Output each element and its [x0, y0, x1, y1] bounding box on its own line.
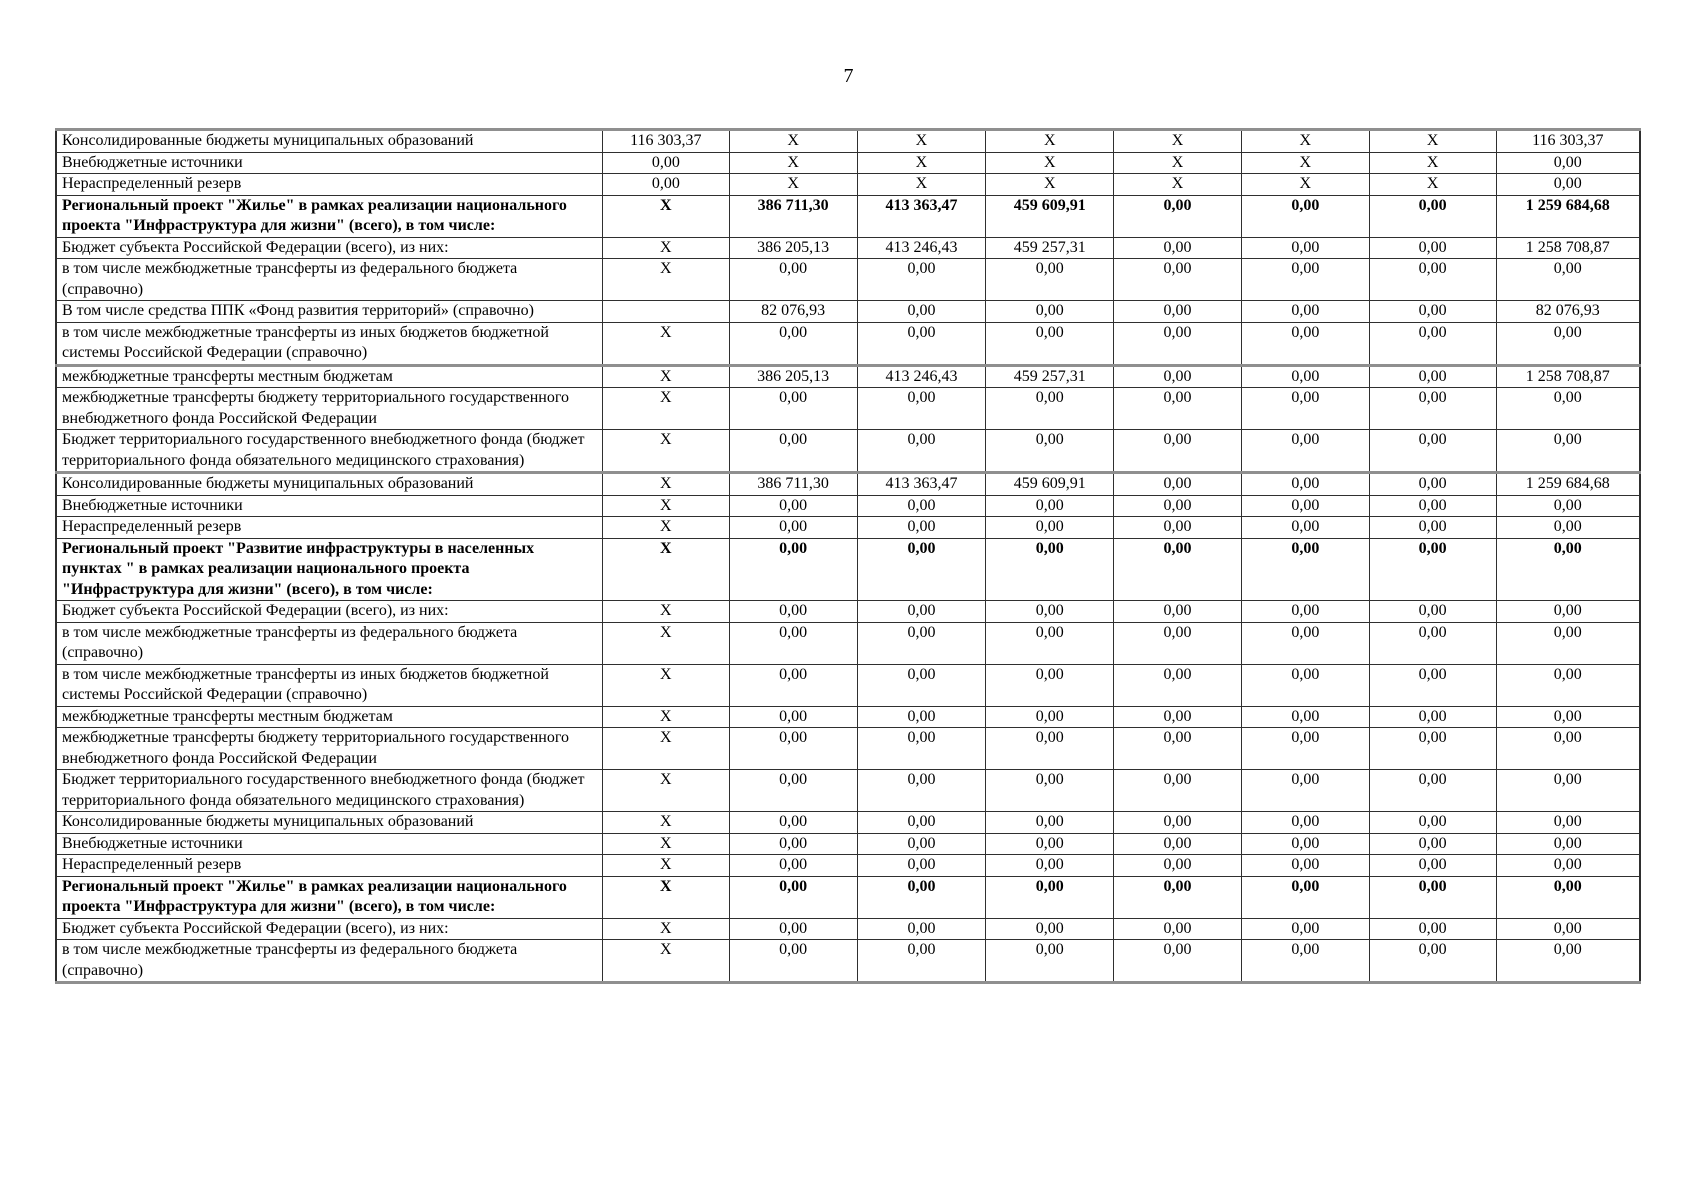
value-cell: 0,00 [729, 706, 857, 728]
value-cell: 0,00 [729, 495, 857, 517]
value-cell [602, 301, 729, 323]
row-label: Консолидированные бюджеты муниципальных образований [56, 130, 602, 153]
value-cell: 0,00 [986, 495, 1114, 517]
value-cell: 0,00 [1241, 940, 1369, 983]
value-cell: 0,00 [1114, 770, 1242, 812]
value-cell: 0,00 [729, 940, 857, 983]
value-cell: Х [729, 130, 857, 153]
value-cell: 0,00 [1496, 855, 1640, 877]
value-cell: 0,00 [1241, 538, 1369, 601]
value-cell: 0,00 [1496, 259, 1640, 301]
value-cell: Х [1369, 152, 1496, 174]
value-cell: 0,00 [1496, 918, 1640, 940]
value-cell: 0,00 [1496, 876, 1640, 918]
value-cell: 0,00 [857, 855, 986, 877]
value-cell: 0,00 [1496, 538, 1640, 601]
value-cell: 0,00 [1496, 833, 1640, 855]
value-cell: 0,00 [1369, 430, 1496, 473]
value-cell: 0,00 [729, 876, 857, 918]
value-cell: 0,00 [1496, 622, 1640, 664]
value-cell: 0,00 [986, 430, 1114, 473]
row-label: Внебюджетные источники [56, 152, 602, 174]
row-label: Нераспределенный резерв [56, 517, 602, 539]
value-cell: 0,00 [1369, 365, 1496, 388]
table-row [56, 706, 1640, 728]
value-cell: Х [729, 152, 857, 174]
value-cell: 0,00 [1496, 812, 1640, 834]
table-row [56, 365, 1640, 388]
table-row [56, 517, 1640, 539]
row-label: в том числе межбюджетные трансферты из иных бюджетов бюджетной системы Российской Федерации (справочно) [56, 322, 602, 365]
value-cell: 0,00 [1241, 918, 1369, 940]
value-cell: 0,00 [1241, 706, 1369, 728]
value-cell: 0,00 [986, 322, 1114, 365]
value-cell: Х [1241, 174, 1369, 196]
table-row [56, 174, 1640, 196]
value-cell: 0,00 [1496, 152, 1640, 174]
value-cell: Х [602, 855, 729, 877]
value-cell: Х [602, 664, 729, 706]
value-cell: 0,00 [1241, 833, 1369, 855]
value-cell: Х [602, 538, 729, 601]
value-cell: 0,00 [1241, 876, 1369, 918]
value-cell: 386 711,30 [729, 195, 857, 237]
value-cell: 0,00 [986, 538, 1114, 601]
value-cell: 0,00 [1241, 728, 1369, 770]
value-cell: 0,00 [986, 301, 1114, 323]
value-cell: 0,00 [857, 388, 986, 430]
value-cell: 0,00 [1241, 237, 1369, 259]
value-cell: 1 258 708,87 [1496, 365, 1640, 388]
value-cell: 0,00 [1241, 473, 1369, 496]
value-cell: 0,00 [1369, 322, 1496, 365]
table-row [56, 301, 1640, 323]
value-cell: 0,00 [1241, 601, 1369, 623]
value-cell: 0,00 [1114, 301, 1242, 323]
table-row [56, 876, 1640, 918]
value-cell: 0,00 [1369, 940, 1496, 983]
value-cell: 0,00 [986, 876, 1114, 918]
table-row [56, 770, 1640, 812]
row-label: Бюджет территориального государственного внебюджетного фонда (бюджет территориального фонда обязательного медицинского страхования) [56, 770, 602, 812]
row-label: Бюджет субъекта Российской Федерации (всего), из них: [56, 918, 602, 940]
value-cell: 0,00 [729, 728, 857, 770]
value-cell: 0,00 [729, 833, 857, 855]
value-cell: 0,00 [1114, 918, 1242, 940]
table-row [56, 152, 1640, 174]
value-cell: 0,00 [986, 706, 1114, 728]
row-label: межбюджетные трансферты бюджету территориального государственного внебюджетного фонда Российской Федерации [56, 728, 602, 770]
value-cell: 0,00 [1496, 601, 1640, 623]
value-cell: 0,00 [1114, 664, 1242, 706]
table-row [56, 728, 1640, 770]
table-row [56, 918, 1640, 940]
value-cell: 0,00 [1496, 388, 1640, 430]
value-cell: 0,00 [1496, 174, 1640, 196]
table-row [56, 430, 1640, 473]
value-cell: Х [602, 918, 729, 940]
value-cell: 0,00 [1114, 855, 1242, 877]
value-cell: 0,00 [857, 918, 986, 940]
value-cell: 0,00 [1369, 664, 1496, 706]
value-cell: 0,00 [1496, 940, 1640, 983]
value-cell: 0,00 [1369, 833, 1496, 855]
table-row [56, 195, 1640, 237]
value-cell: 0,00 [986, 601, 1114, 623]
value-cell: 0,00 [1241, 195, 1369, 237]
value-cell: 0,00 [857, 728, 986, 770]
value-cell: 0,00 [857, 770, 986, 812]
value-cell: 0,00 [729, 622, 857, 664]
row-label: в том числе межбюджетные трансферты из федерального бюджета (справочно) [56, 622, 602, 664]
value-cell: 0,00 [1241, 259, 1369, 301]
value-cell: Х [729, 174, 857, 196]
value-cell: 0,00 [1369, 259, 1496, 301]
value-cell: 1 259 684,68 [1496, 195, 1640, 237]
value-cell: Х [602, 237, 729, 259]
row-label: межбюджетные трансферты местным бюджетам [56, 706, 602, 728]
value-cell: 0,00 [1496, 770, 1640, 812]
value-cell: 0,00 [1114, 940, 1242, 983]
value-cell: 0,00 [729, 388, 857, 430]
value-cell: Х [602, 728, 729, 770]
value-cell: 0,00 [1114, 622, 1242, 664]
value-cell: 0,00 [986, 388, 1114, 430]
value-cell: 0,00 [857, 538, 986, 601]
value-cell: 0,00 [1369, 301, 1496, 323]
value-cell: 0,00 [729, 517, 857, 539]
value-cell: 0,00 [857, 876, 986, 918]
value-cell: Х [602, 259, 729, 301]
value-cell: 0,00 [1241, 495, 1369, 517]
value-cell: 0,00 [1241, 301, 1369, 323]
value-cell: 0,00 [1369, 388, 1496, 430]
row-label: Региональный проект "Развитие инфраструктуры в населенных пунктах " в рамках реализации национального проекта "Инфраструктура для жизни" (всего), в том числе: [56, 538, 602, 601]
value-cell: 0,00 [1369, 770, 1496, 812]
table-row [56, 130, 1640, 153]
value-cell: 0,00 [1241, 664, 1369, 706]
value-cell: 0,00 [1496, 430, 1640, 473]
value-cell: Х [1114, 174, 1242, 196]
table-row [56, 259, 1640, 301]
page-number: 7 [843, 65, 854, 87]
row-label: Бюджет субъекта Российской Федерации (всего), из них: [56, 237, 602, 259]
table-row [56, 538, 1640, 601]
value-cell: 0,00 [857, 622, 986, 664]
row-label: Консолидированные бюджеты муниципальных образований [56, 812, 602, 834]
value-cell: Х [602, 601, 729, 623]
value-cell: 0,00 [857, 833, 986, 855]
value-cell: 0,00 [1496, 706, 1640, 728]
value-cell: 116 303,37 [1496, 130, 1640, 153]
value-cell: 413 246,43 [857, 237, 986, 259]
value-cell: 0,00 [1114, 876, 1242, 918]
value-cell: 0,00 [986, 622, 1114, 664]
value-cell: Х [602, 495, 729, 517]
row-label: межбюджетные трансферты бюджету территориального государственного внебюджетного фонда Российской Федерации [56, 388, 602, 430]
value-cell: 0,00 [857, 301, 986, 323]
value-cell: 0,00 [1114, 812, 1242, 834]
value-cell: 0,00 [729, 918, 857, 940]
table-row [56, 812, 1640, 834]
value-cell: Х [1369, 130, 1496, 153]
value-cell: 0,00 [1369, 495, 1496, 517]
value-cell: Х [602, 770, 729, 812]
value-cell: Х [1369, 174, 1496, 196]
value-cell: 0,00 [729, 812, 857, 834]
value-cell: Х [602, 195, 729, 237]
row-label: в том числе межбюджетные трансферты из федерального бюджета (справочно) [56, 259, 602, 301]
value-cell: 0,00 [1369, 812, 1496, 834]
row-label: Консолидированные бюджеты муниципальных образований [56, 473, 602, 496]
table-row [56, 940, 1640, 983]
value-cell: 459 257,31 [986, 365, 1114, 388]
value-cell: 0,00 [1114, 601, 1242, 623]
value-cell: Х [1114, 152, 1242, 174]
row-label: Бюджет субъекта Российской Федерации (всего), из них: [56, 601, 602, 623]
table-body [56, 130, 1640, 983]
value-cell: 82 076,93 [729, 301, 857, 323]
value-cell: 0,00 [1369, 855, 1496, 877]
value-cell: Х [986, 174, 1114, 196]
value-cell: Х [1114, 130, 1242, 153]
value-cell: 0,00 [986, 833, 1114, 855]
value-cell: Х [602, 812, 729, 834]
value-cell: 0,00 [986, 812, 1114, 834]
value-cell: 0,00 [1369, 918, 1496, 940]
value-cell: 0,00 [1496, 495, 1640, 517]
value-cell: 386 205,13 [729, 365, 857, 388]
value-cell: Х [986, 152, 1114, 174]
table-row [56, 664, 1640, 706]
table-row [56, 833, 1640, 855]
value-cell: 0,00 [1114, 517, 1242, 539]
row-label: Региональный проект "Жилье" в рамках реализации национального проекта "Инфраструктура для жизни" (всего), в том числе: [56, 195, 602, 237]
table-row [56, 322, 1640, 365]
value-cell: Х [986, 130, 1114, 153]
value-cell: 0,00 [1369, 876, 1496, 918]
value-cell: 459 257,31 [986, 237, 1114, 259]
value-cell: 0,00 [1241, 812, 1369, 834]
value-cell: Х [857, 152, 986, 174]
value-cell: 0,00 [1496, 322, 1640, 365]
value-cell: 0,00 [857, 812, 986, 834]
row-label: Нераспределенный резерв [56, 855, 602, 877]
value-cell: 0,00 [857, 517, 986, 539]
value-cell: 0,00 [857, 601, 986, 623]
value-cell: Х [857, 130, 986, 153]
value-cell: 0,00 [857, 322, 986, 365]
value-cell: 0,00 [857, 706, 986, 728]
value-cell: 0,00 [1369, 622, 1496, 664]
table-row [56, 237, 1640, 259]
value-cell: 459 609,91 [986, 195, 1114, 237]
value-cell: 0,00 [986, 855, 1114, 877]
value-cell: 1 259 684,68 [1496, 473, 1640, 496]
value-cell: 0,00 [1241, 388, 1369, 430]
value-cell: 0,00 [1114, 473, 1242, 496]
value-cell: 0,00 [1114, 833, 1242, 855]
value-cell: 0,00 [1496, 517, 1640, 539]
value-cell: 0,00 [1114, 706, 1242, 728]
value-cell: 0,00 [1114, 195, 1242, 237]
value-cell: 386 205,13 [729, 237, 857, 259]
value-cell: 0,00 [986, 728, 1114, 770]
value-cell: 0,00 [1114, 237, 1242, 259]
value-cell: 413 363,47 [857, 473, 986, 496]
value-cell: 0,00 [1369, 517, 1496, 539]
row-label: Региональный проект "Жилье" в рамках реализации национального проекта "Инфраструктура для жизни" (всего), в том числе: [56, 876, 602, 918]
value-cell: 0,00 [729, 538, 857, 601]
value-cell: Х [857, 174, 986, 196]
value-cell: 459 609,91 [986, 473, 1114, 496]
value-cell: 0,00 [1241, 430, 1369, 473]
value-cell: 0,00 [729, 322, 857, 365]
value-cell: 0,00 [1369, 728, 1496, 770]
value-cell: Х [1241, 130, 1369, 153]
row-label: Бюджет территориального государственного внебюджетного фонда (бюджет территориального фонда обязательного медицинского страхования) [56, 430, 602, 473]
value-cell: 0,00 [1114, 728, 1242, 770]
value-cell: 0,00 [857, 430, 986, 473]
value-cell: 116 303,37 [602, 130, 729, 153]
value-cell: 0,00 [1369, 195, 1496, 237]
value-cell: 0,00 [1369, 473, 1496, 496]
table-row [56, 495, 1640, 517]
value-cell: 0,00 [602, 152, 729, 174]
value-cell: 1 258 708,87 [1496, 237, 1640, 259]
value-cell: 0,00 [729, 664, 857, 706]
value-cell: 0,00 [1241, 365, 1369, 388]
value-cell: Х [602, 365, 729, 388]
table-row [56, 473, 1640, 496]
value-cell: 0,00 [1369, 706, 1496, 728]
value-cell: 0,00 [1114, 365, 1242, 388]
value-cell: 0,00 [986, 664, 1114, 706]
value-cell: 0,00 [986, 517, 1114, 539]
table-row [56, 622, 1640, 664]
value-cell: 0,00 [1114, 388, 1242, 430]
value-cell: Х [602, 940, 729, 983]
value-cell: 0,00 [1241, 517, 1369, 539]
value-cell: Х [602, 388, 729, 430]
budget-table [55, 128, 1641, 984]
row-label: Внебюджетные источники [56, 833, 602, 855]
value-cell: 0,00 [1496, 728, 1640, 770]
value-cell: 0,00 [857, 940, 986, 983]
table-row [56, 855, 1640, 877]
value-cell: 0,00 [986, 918, 1114, 940]
value-cell: 0,00 [986, 770, 1114, 812]
value-cell: 0,00 [1369, 601, 1496, 623]
table-row [56, 388, 1640, 430]
value-cell: Х [602, 430, 729, 473]
value-cell: 386 711,30 [729, 473, 857, 496]
row-label: В том числе средства ППК «Фонд развития территорий» (справочно) [56, 301, 602, 323]
value-cell: 82 076,93 [1496, 301, 1640, 323]
value-cell: 0,00 [602, 174, 729, 196]
value-cell: Х [602, 517, 729, 539]
value-cell: 0,00 [729, 770, 857, 812]
value-cell: 0,00 [857, 664, 986, 706]
value-cell: 0,00 [729, 855, 857, 877]
value-cell: Х [602, 876, 729, 918]
value-cell: 0,00 [729, 601, 857, 623]
value-cell: 0,00 [986, 259, 1114, 301]
value-cell: Х [602, 706, 729, 728]
row-label: в том числе межбюджетные трансферты из федерального бюджета (справочно) [56, 940, 602, 983]
value-cell: 413 363,47 [857, 195, 986, 237]
value-cell: 0,00 [729, 259, 857, 301]
value-cell: 0,00 [1241, 855, 1369, 877]
value-cell: 0,00 [857, 495, 986, 517]
value-cell: 0,00 [1114, 259, 1242, 301]
value-cell: 0,00 [1114, 538, 1242, 601]
value-cell: 0,00 [1241, 622, 1369, 664]
value-cell: Х [602, 473, 729, 496]
row-label: межбюджетные трансферты местным бюджетам [56, 365, 602, 388]
value-cell: 0,00 [729, 430, 857, 473]
value-cell: 0,00 [1369, 237, 1496, 259]
value-cell: Х [602, 322, 729, 365]
row-label: Нераспределенный резерв [56, 174, 602, 196]
value-cell: 0,00 [1241, 322, 1369, 365]
value-cell: 413 246,43 [857, 365, 986, 388]
value-cell: 0,00 [1241, 770, 1369, 812]
value-cell: 0,00 [1369, 538, 1496, 601]
row-label: Внебюджетные источники [56, 495, 602, 517]
value-cell: Х [1241, 152, 1369, 174]
value-cell: 0,00 [1114, 430, 1242, 473]
table-row [56, 601, 1640, 623]
value-cell: 0,00 [1114, 322, 1242, 365]
value-cell: 0,00 [1114, 495, 1242, 517]
value-cell: 0,00 [986, 940, 1114, 983]
value-cell: Х [602, 622, 729, 664]
value-cell: Х [602, 833, 729, 855]
value-cell: 0,00 [857, 259, 986, 301]
value-cell: 0,00 [1496, 664, 1640, 706]
row-label: в том числе межбюджетные трансферты из иных бюджетов бюджетной системы Российской Федерации (справочно) [56, 664, 602, 706]
